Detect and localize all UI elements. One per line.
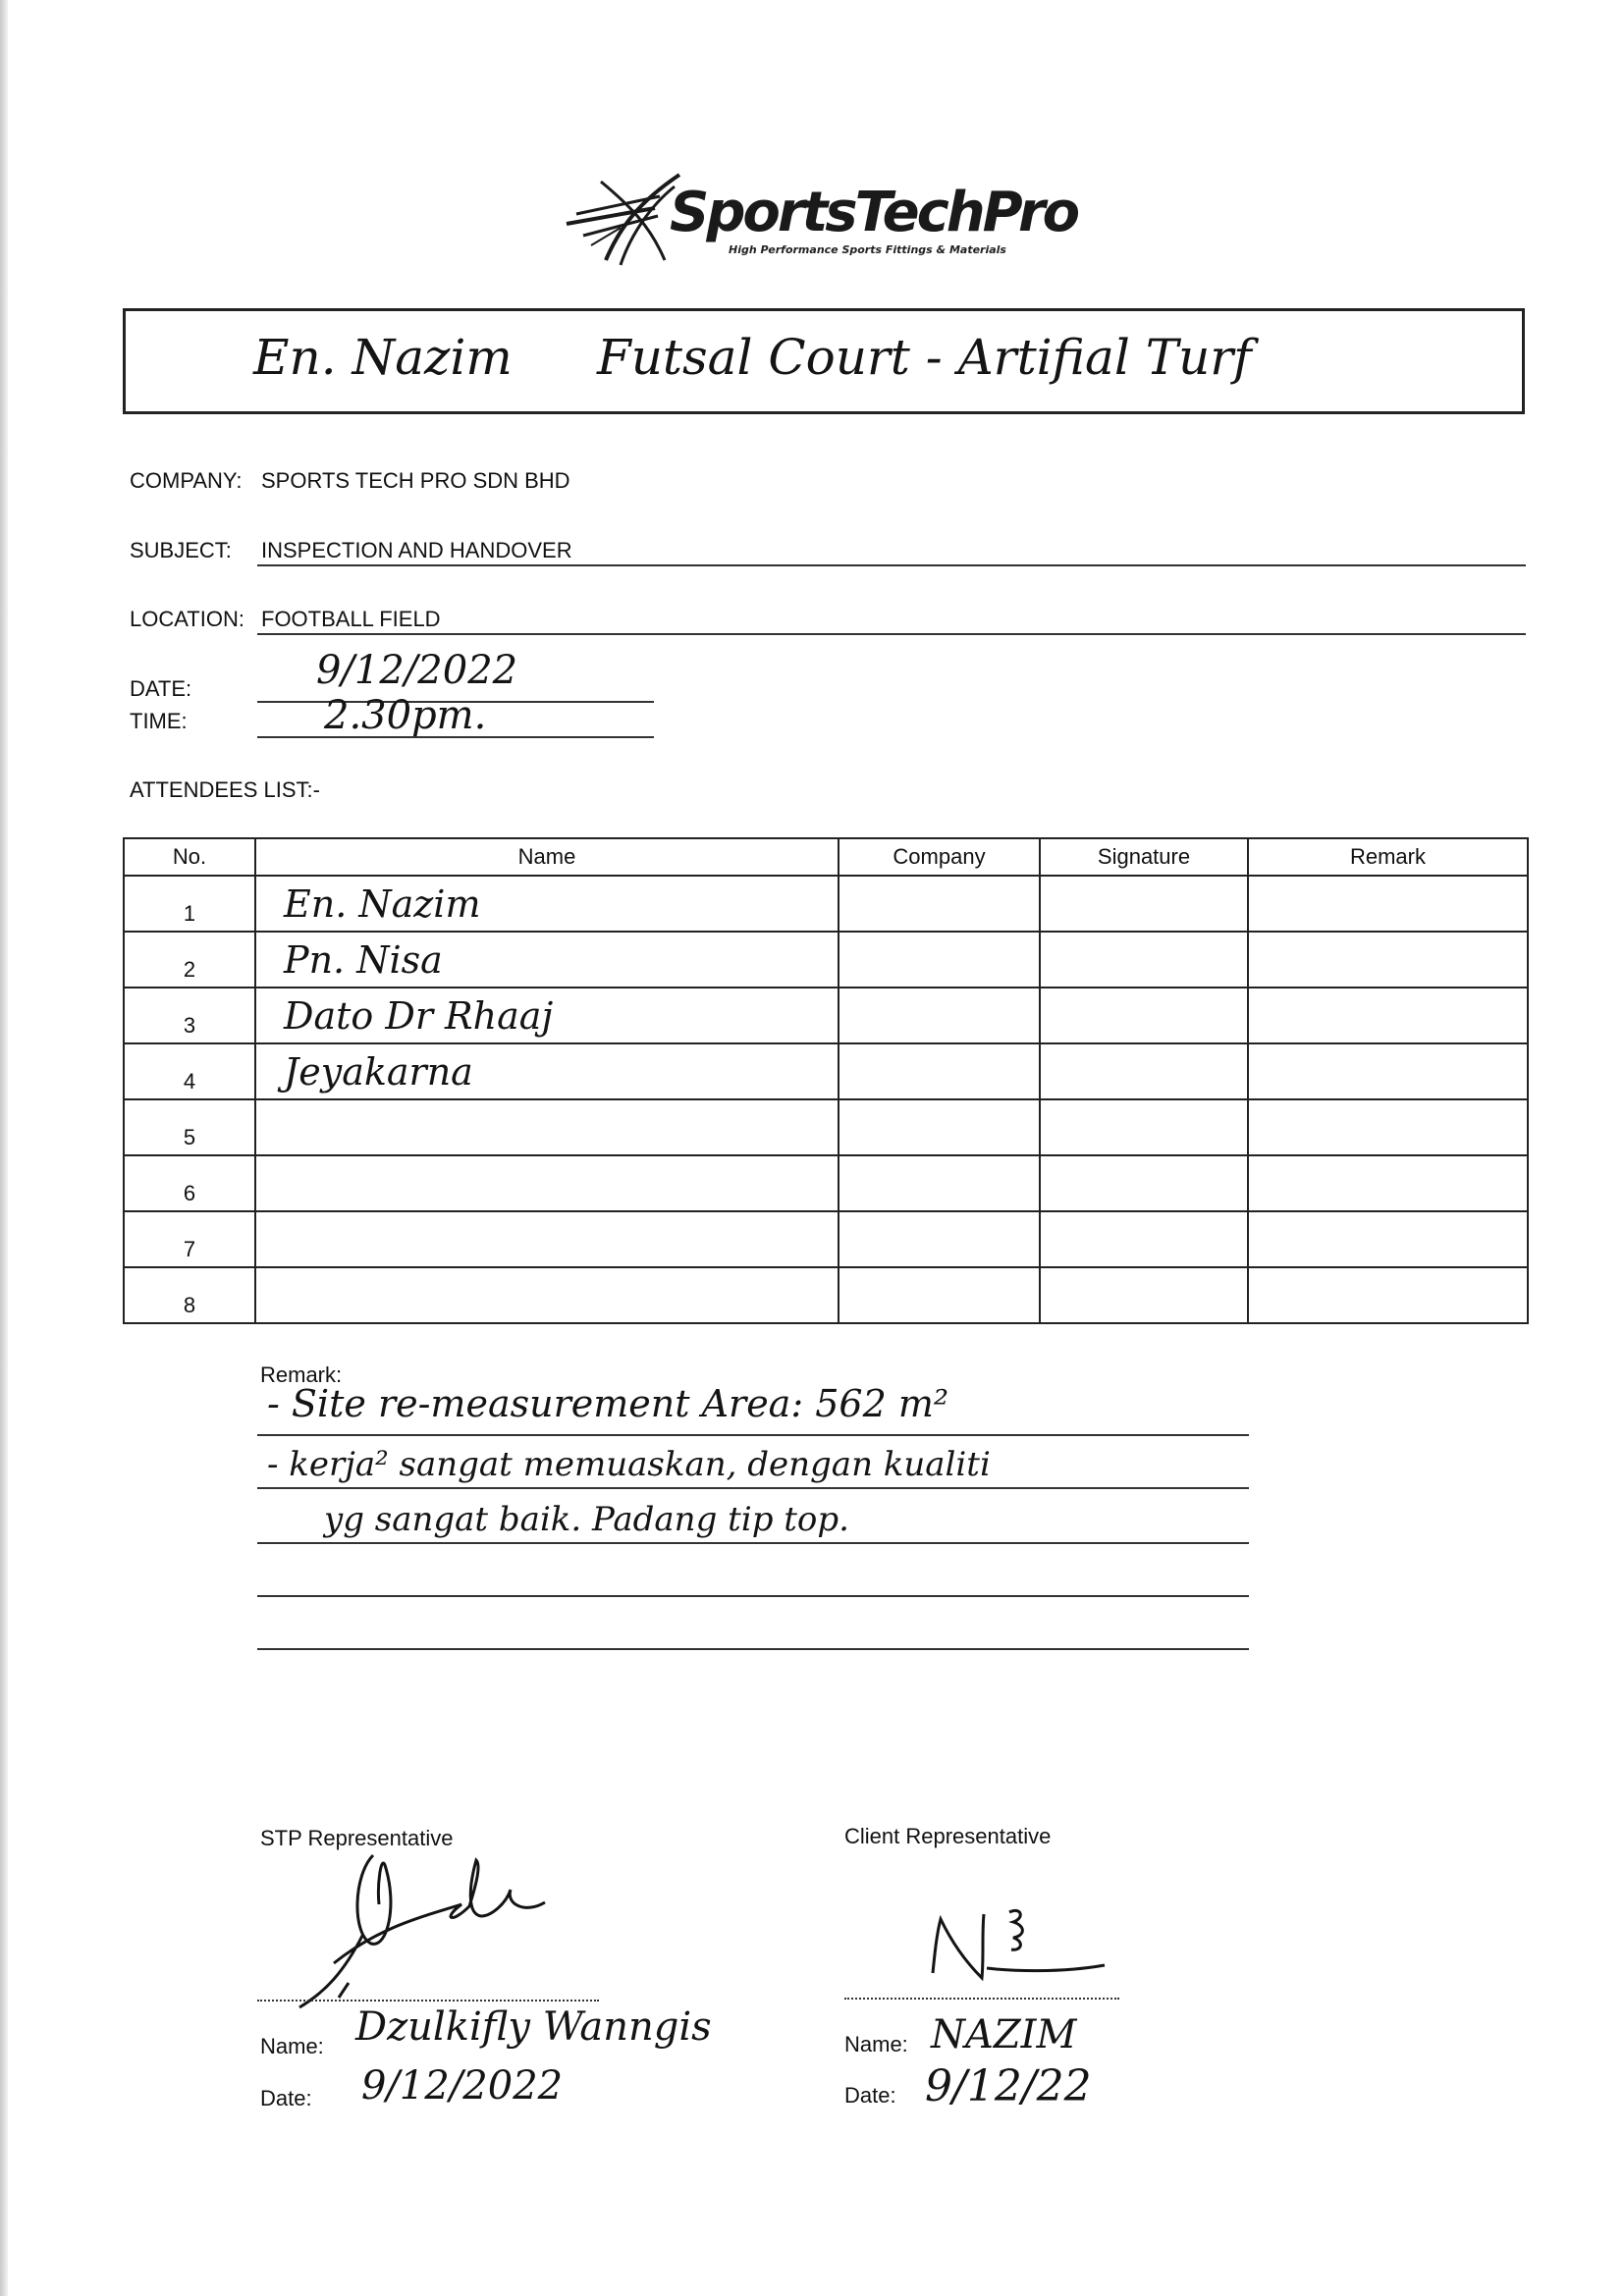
attendees-label: ATTENDEES LIST:- xyxy=(130,777,320,802)
client-signature-icon xyxy=(923,1904,1119,1993)
row-name xyxy=(255,876,839,932)
attendee-name: En. Nazim xyxy=(284,881,481,926)
remark-rule-3 xyxy=(257,1542,1249,1544)
header-remark: Remark xyxy=(1248,838,1528,876)
row-signature xyxy=(1040,876,1248,932)
row-company xyxy=(839,1211,1040,1267)
table-row xyxy=(124,988,1528,1043)
scan-edge xyxy=(0,0,8,2296)
stp-signature-icon xyxy=(295,1845,569,2022)
row-no: 3 xyxy=(124,988,255,1043)
header-company: Company xyxy=(839,838,1040,876)
row-remark xyxy=(1248,1043,1528,1099)
subject-label: SUBJECT: xyxy=(130,538,232,562)
row-name xyxy=(255,1155,839,1211)
row-signature xyxy=(1040,1211,1248,1267)
stp-name-label: Name: xyxy=(260,2034,324,2058)
remark-line-2: - kerja² sangat memuaskan, dengan kualiti xyxy=(267,1445,991,1484)
client-date-value: 9/12/22 xyxy=(925,2061,1092,2111)
remark-line-1: - Site re-measurement Area: 562 m² xyxy=(267,1382,949,1425)
attendees-table xyxy=(123,837,1529,1324)
company-logo xyxy=(562,167,1078,285)
location-underline xyxy=(257,633,1526,635)
company-label: COMPANY: xyxy=(130,468,243,493)
row-company xyxy=(839,1267,1040,1323)
row-signature xyxy=(1040,932,1248,988)
subject-value: INSPECTION AND HANDOVER xyxy=(261,538,572,562)
row-no: 7 xyxy=(124,1211,255,1267)
location-value: FOOTBALL FIELD xyxy=(261,607,441,631)
time-label: TIME: xyxy=(130,709,188,733)
attendee-name: Pn. Nisa xyxy=(284,937,443,982)
row-remark xyxy=(1248,1155,1528,1211)
row-company xyxy=(839,1099,1040,1155)
row-remark xyxy=(1248,1267,1528,1323)
title-project: Futsal Court - Artifial Turf xyxy=(597,329,1252,386)
subject-underline xyxy=(257,564,1526,566)
client-signature-line xyxy=(844,1998,1119,2000)
table-row xyxy=(124,1099,1528,1155)
stp-signature-line xyxy=(257,2000,599,2002)
row-name xyxy=(255,1099,839,1155)
remark-rule-1 xyxy=(257,1434,1249,1436)
table-row xyxy=(124,1267,1528,1323)
row-no: 6 xyxy=(124,1155,255,1211)
attendee-name: Dato Dr Rhaaj xyxy=(284,993,554,1038)
table-row xyxy=(124,932,1528,988)
attendee-name: Jeyakarna xyxy=(284,1049,473,1094)
row-company xyxy=(839,988,1040,1043)
row-remark xyxy=(1248,932,1528,988)
location-label: LOCATION: xyxy=(130,607,244,631)
logo-tagline: High Performance Sports Fittings & Materials xyxy=(729,243,1006,256)
time-value: 2.30pm. xyxy=(324,693,487,738)
row-name xyxy=(255,932,839,988)
remark-line-3: yg sangat baik. Padang tip top. xyxy=(324,1500,849,1539)
date-value: 9/12/2022 xyxy=(316,648,518,693)
table-row xyxy=(124,876,1528,932)
row-signature xyxy=(1040,1267,1248,1323)
remark-rule-5 xyxy=(257,1648,1249,1650)
company-value: SPORTS TECH PRO SDN BHD xyxy=(261,468,570,493)
remark-rule-2 xyxy=(257,1487,1249,1489)
time-underline xyxy=(257,736,654,738)
date-label: DATE: xyxy=(130,676,192,701)
row-company xyxy=(839,1155,1040,1211)
header-signature: Signature xyxy=(1040,838,1248,876)
row-name xyxy=(255,1267,839,1323)
stp-date-value: 9/12/2022 xyxy=(361,2063,564,2109)
header-name: Name xyxy=(255,838,839,876)
logo-wordmark: SportsTechPro xyxy=(670,181,1078,244)
row-no: 4 xyxy=(124,1043,255,1099)
row-company xyxy=(839,1043,1040,1099)
client-name-label: Name: xyxy=(844,2032,908,2056)
row-signature xyxy=(1040,988,1248,1043)
row-remark xyxy=(1248,1211,1528,1267)
row-no: 8 xyxy=(124,1267,255,1323)
stp-date-label: Date: xyxy=(260,2086,312,2110)
table-row xyxy=(124,1155,1528,1211)
row-remark xyxy=(1248,876,1528,932)
row-signature xyxy=(1040,1099,1248,1155)
row-company xyxy=(839,876,1040,932)
project-title-box xyxy=(123,308,1525,414)
row-name xyxy=(255,1211,839,1267)
row-name xyxy=(255,988,839,1043)
row-no: 5 xyxy=(124,1099,255,1155)
row-remark xyxy=(1248,988,1528,1043)
client-name-value: NAZIM xyxy=(931,2012,1077,2057)
client-rep-label: Client Representative xyxy=(844,1824,1052,1848)
table-row xyxy=(124,1043,1528,1099)
row-no: 2 xyxy=(124,932,255,988)
table-header-row xyxy=(124,838,1528,876)
remark-label: Remark: xyxy=(260,1362,343,1387)
row-signature xyxy=(1040,1155,1248,1211)
row-signature xyxy=(1040,1043,1248,1099)
row-no: 1 xyxy=(124,876,255,932)
client-date-label: Date: xyxy=(844,2083,896,2108)
remark-rule-4 xyxy=(257,1595,1249,1597)
stp-name-value: Dzulkifly Wanngis xyxy=(355,2004,712,2050)
row-remark xyxy=(1248,1099,1528,1155)
stp-rep-label: STP Representative xyxy=(260,1826,454,1850)
title-client: En. Nazim xyxy=(253,329,513,386)
row-company xyxy=(839,932,1040,988)
header-no: No. xyxy=(124,838,255,876)
row-name xyxy=(255,1043,839,1099)
table-row xyxy=(124,1211,1528,1267)
